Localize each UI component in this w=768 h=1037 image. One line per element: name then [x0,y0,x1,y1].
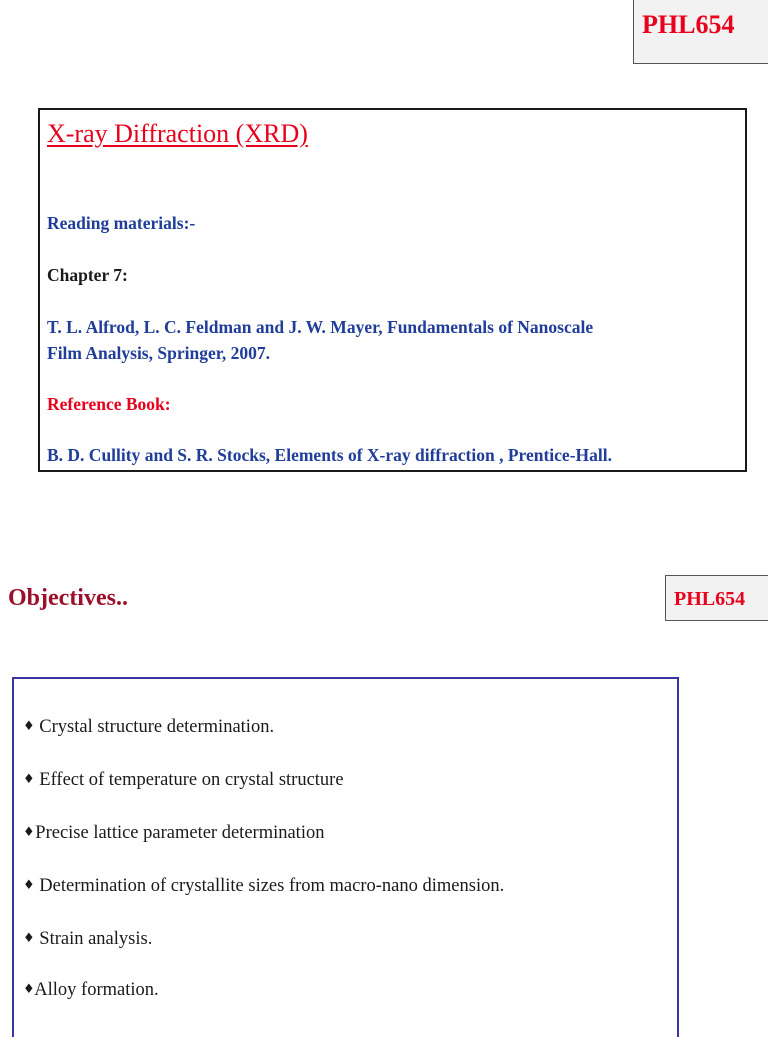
citation-line-1: T. L. Alfrod, L. C. Feldman and J. W. Mayer, Fundamentals of Nanoscale [47,317,594,337]
reference-book-citation: B. D. Cullity and S. R. Stocks, Elements of X-ray diffraction , Prentice-Hall. [47,445,612,465]
list-item-text: Strain analysis. [39,929,153,949]
diamond-bullet-icon: ♦ [23,931,35,946]
diamond-bullet-icon: ♦ [23,878,35,893]
list-item [23,717,274,738]
course-code-label-secondary: PHL654 [674,588,746,610]
objectives-list [12,677,679,1037]
list-item [23,980,159,1001]
reading-materials-box [38,108,747,472]
diamond-bullet-icon: ♦ [23,982,35,997]
list-item-text: Crystal structure determination. [39,717,275,737]
course-code-label: PHL654 [642,10,735,39]
list-item [23,876,504,897]
list-item [23,929,152,950]
objectives-heading: Objectives.. [8,585,128,611]
list-item-text: Determination of crystallite sizes from macro-nano dimension. [39,876,505,896]
list-item-text: Alloy formation. [34,980,159,1000]
list-item [23,770,344,791]
list-item-text: Precise lattice parameter determination [35,823,325,843]
citation-line-2: Film Analysis, Springer, 2007. [47,343,270,363]
course-code-badge [633,0,768,64]
list-item-text: Effect of temperature on crystal structure [39,770,344,790]
diamond-bullet-icon: ♦ [23,719,35,734]
reference-book-label: Reference Book: [47,394,171,414]
page-title: X-ray Diffraction (XRD) [47,119,308,148]
list-item [23,823,324,844]
reading-materials-label: Reading materials:- [47,213,196,233]
chapter-label: Chapter 7: [47,265,128,285]
diamond-bullet-icon: ♦ [23,772,35,787]
course-code-badge-secondary [665,575,768,621]
diamond-bullet-icon: ♦ [23,825,35,840]
